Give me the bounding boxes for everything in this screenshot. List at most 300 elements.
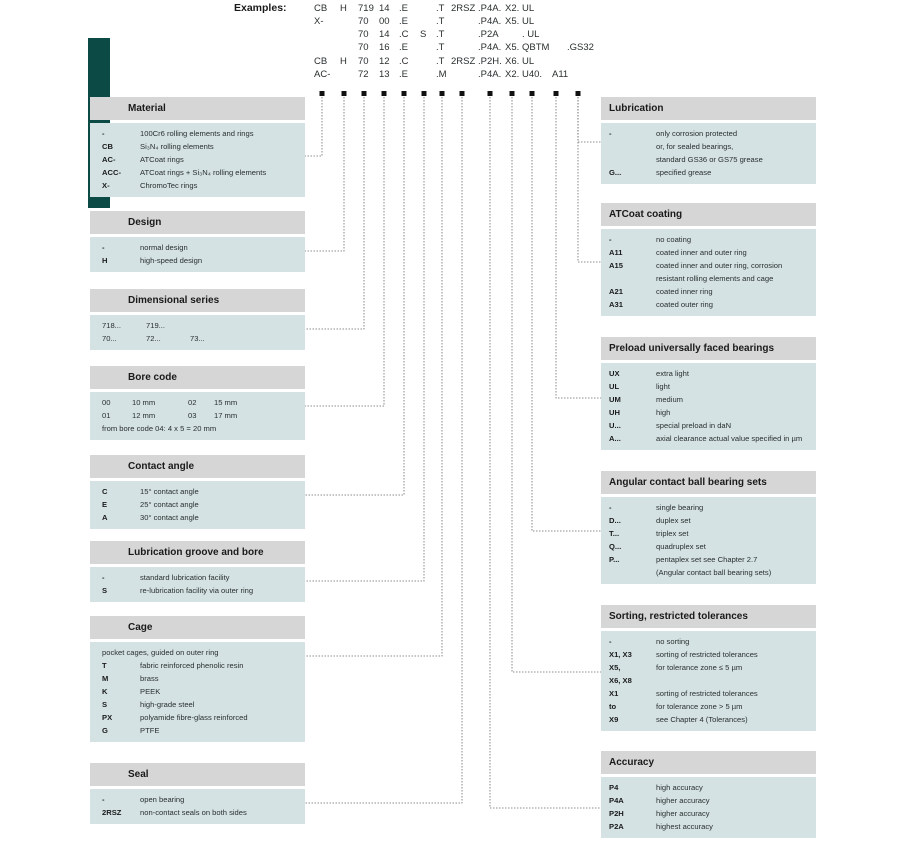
- description-cell: coated inner and outer ring, corrosion: [656, 261, 783, 270]
- example-token: .T: [436, 29, 445, 40]
- code-cell: S: [102, 586, 108, 595]
- description-cell: high-grade steel: [140, 700, 195, 709]
- example-token: A11: [552, 69, 569, 80]
- description-cell: 15° contact angle: [140, 487, 199, 496]
- description-cell: special preload in daN: [656, 421, 732, 430]
- material-panel: [90, 97, 305, 197]
- code-cell: UH: [609, 408, 620, 417]
- list-item: [90, 179, 305, 192]
- example-token: 2RSZ: [451, 56, 476, 67]
- list-item: [601, 820, 816, 833]
- list-item: [601, 713, 816, 726]
- position-marker: [342, 91, 347, 96]
- example-token: .T: [436, 42, 445, 53]
- description-cell: see Chapter 4 (Tolerances): [656, 715, 748, 724]
- description-cell: coated inner ring: [656, 287, 713, 296]
- example-token: .T: [436, 16, 445, 27]
- list-item: [601, 635, 816, 648]
- accuracy-panel: [601, 751, 816, 838]
- list-item: [601, 432, 816, 445]
- code-cell: A11: [609, 248, 623, 257]
- example-token: .P4A.: [478, 3, 502, 14]
- list-item: [90, 698, 305, 711]
- list-item: [90, 166, 305, 179]
- description-cell: polyamide fibre-glass reinforced: [140, 713, 248, 722]
- atcoat-coating-title: ATCoat coating: [601, 203, 816, 226]
- list-item: [601, 246, 816, 259]
- material-title: Material: [90, 97, 305, 120]
- example-token: 12: [379, 56, 390, 67]
- code-cell: X-: [102, 181, 110, 190]
- list-item: [601, 127, 816, 140]
- design-panel: [90, 211, 305, 272]
- description-cell: non-contact seals on both sides: [140, 808, 247, 817]
- list-item: [601, 393, 816, 406]
- connector-left-3: [305, 97, 384, 406]
- connector-right-0: [578, 97, 601, 142]
- position-marker: [320, 91, 325, 96]
- list-item: [601, 553, 816, 566]
- list-item: [601, 380, 816, 393]
- list-item: [90, 498, 305, 511]
- seal-body: [90, 789, 305, 824]
- code-cell: T...: [609, 529, 620, 538]
- position-marker: [554, 91, 559, 96]
- example-token: .P4A.: [478, 16, 502, 27]
- list-item: [601, 298, 816, 311]
- list-item: [601, 540, 816, 553]
- code-cell: G...: [609, 168, 622, 177]
- code-cell: X5,: [609, 663, 621, 672]
- list-item: [601, 527, 816, 540]
- description-cell: standard lubrication facility: [140, 573, 230, 582]
- description-cell: light: [656, 382, 670, 391]
- list-item: [601, 661, 816, 674]
- lubrication-groove-and-bore-body: [90, 567, 305, 602]
- description-cell: for tolerance zone ≤ 5 µm: [656, 663, 743, 672]
- dimensional-series-body: [90, 315, 305, 350]
- description-cell: medium: [656, 395, 684, 404]
- angular-contact-ball-bearing-sets-body: [601, 497, 816, 584]
- list-item: [90, 127, 305, 140]
- code-cell: A: [102, 513, 108, 522]
- code-cell: [609, 153, 656, 166]
- bore-code-body: [90, 392, 305, 440]
- description-cell: axial clearance actual value specified in µm: [656, 434, 803, 443]
- dimensional-series-title: Dimensional series: [90, 289, 305, 312]
- example-token: UL: [522, 3, 535, 14]
- position-marker: [402, 91, 407, 96]
- code-cell: D...: [609, 516, 621, 525]
- description-cell: only corrosion protected: [656, 129, 738, 138]
- atcoat-coating-panel: [601, 203, 816, 316]
- list-item: [601, 674, 816, 687]
- description-cell: 15 mm: [214, 398, 238, 407]
- description-cell: 01: [102, 411, 111, 420]
- code-cell: E: [102, 500, 108, 509]
- example-token: UL: [522, 16, 535, 27]
- description-cell: or, for sealed bearings,: [656, 142, 734, 151]
- code-cell: P2H: [609, 809, 624, 818]
- example-token: X6.: [505, 56, 520, 67]
- description-cell: brass: [140, 674, 159, 683]
- description-cell: ChromoTec rings: [140, 181, 198, 190]
- position-marker: [422, 91, 427, 96]
- connector-left-6: [305, 97, 442, 656]
- connector-left-1: [305, 97, 344, 251]
- list-item: [601, 140, 816, 153]
- connector-left-0: [305, 97, 322, 156]
- preload-universally-faced-bearings-panel: [601, 337, 816, 450]
- code-cell: S: [102, 700, 108, 709]
- example-token: .M: [436, 69, 447, 80]
- description-cell: ATCoat rings + Si₃N₄ rolling elements: [140, 168, 267, 177]
- design-body: [90, 237, 305, 272]
- list-item: [601, 233, 816, 246]
- contact-angle-panel: [90, 455, 305, 529]
- code-cell: H: [102, 256, 108, 265]
- sorting-restricted-tolerances-body: [601, 631, 816, 731]
- code-cell: P4: [609, 783, 619, 792]
- code-cell: C: [102, 487, 108, 496]
- code-cell: CB: [102, 142, 113, 151]
- list-item: [601, 501, 816, 514]
- position-marker: [488, 91, 493, 96]
- description-cell: 718...: [102, 321, 121, 330]
- design-title: Design: [90, 211, 305, 234]
- example-token: 16: [379, 42, 390, 53]
- list-item: [90, 409, 305, 422]
- lubrication-title: Lubrication: [601, 97, 816, 120]
- connector-left-4: [305, 97, 404, 495]
- example-token: .C: [399, 56, 409, 67]
- code-cell: X6, X8: [609, 676, 632, 685]
- list-item: [90, 806, 305, 819]
- description-cell: higher accuracy: [656, 809, 710, 818]
- preload-universally-faced-bearings-title: Preload universally faced bearings: [601, 337, 816, 360]
- description-cell: quadruplex set: [656, 542, 706, 551]
- position-marker: [510, 91, 515, 96]
- list-item: [90, 319, 305, 332]
- list-item: [601, 807, 816, 820]
- example-token: .P2H.: [478, 56, 502, 67]
- example-token: 14: [379, 3, 390, 14]
- description-cell: triplex set: [656, 529, 689, 538]
- example-token: 70: [358, 16, 369, 27]
- example-token: CB: [314, 3, 328, 14]
- description-cell: standard GS36 or GS75 grease: [656, 155, 763, 164]
- example-token: H: [340, 56, 347, 67]
- description-cell: high-speed design: [140, 256, 203, 265]
- description-cell: 02: [188, 398, 197, 407]
- accuracy-title: Accuracy: [601, 751, 816, 774]
- code-cell: -: [102, 243, 105, 252]
- description-cell: no sorting: [656, 637, 690, 646]
- list-item: [90, 793, 305, 806]
- example-token: .E: [399, 42, 408, 53]
- example-token: 14: [379, 29, 390, 40]
- position-marker: [440, 91, 445, 96]
- code-cell: G: [102, 726, 108, 735]
- list-item: [90, 153, 305, 166]
- connector-left-7: [305, 97, 462, 803]
- example-token: 70: [358, 42, 369, 53]
- contact-angle-title: Contact angle: [90, 455, 305, 478]
- list-item: [90, 724, 305, 737]
- code-cell: U...: [609, 421, 621, 430]
- bore-code-title: Bore code: [90, 366, 305, 389]
- connector-left-2: [305, 97, 364, 329]
- position-marker: [460, 91, 465, 96]
- list-item: [90, 396, 305, 409]
- description-cell: 17 mm: [214, 411, 238, 420]
- code-cell: K: [102, 687, 108, 696]
- examples-label: Examples:: [234, 2, 287, 14]
- code-cell: UL: [609, 382, 620, 391]
- connector-right-4: [512, 97, 601, 672]
- list-item: [601, 367, 816, 380]
- code-cell: X1, X3: [609, 650, 632, 659]
- example-token: UL: [522, 56, 535, 67]
- code-cell: ACC-: [102, 168, 121, 177]
- list-item: [90, 711, 305, 724]
- code-cell: P...: [609, 555, 620, 564]
- seal-title: Seal: [90, 763, 305, 786]
- example-token: S: [420, 29, 427, 40]
- position-marker: [382, 91, 387, 96]
- sorting-restricted-tolerances-panel: [601, 605, 816, 731]
- list-item: [601, 406, 816, 419]
- example-token: X2.: [505, 3, 520, 14]
- example-token: .P2A: [478, 29, 499, 40]
- list-item: [90, 511, 305, 524]
- contact-angle-body: [90, 481, 305, 529]
- list-item: [601, 153, 816, 166]
- example-token: .C: [399, 29, 409, 40]
- description-cell: 70...: [102, 334, 117, 343]
- angular-contact-ball-bearing-sets-title: Angular contact ball bearing sets: [601, 471, 816, 494]
- list-item: [601, 648, 816, 661]
- code-cell: -: [609, 235, 612, 244]
- example-token: X2.: [505, 69, 520, 80]
- code-cell: -: [102, 795, 105, 804]
- atcoat-coating-body: [601, 229, 816, 316]
- description-cell: ATCoat rings: [140, 155, 184, 164]
- description-cell: pentaplex set see Chapter 2.7: [656, 555, 758, 564]
- example-token: 719: [358, 3, 374, 14]
- description-cell: sorting of restricted tolerances: [656, 689, 758, 698]
- code-cell: -: [102, 573, 105, 582]
- example-token: . UL: [522, 29, 540, 40]
- code-cell: -: [609, 637, 612, 646]
- lubrication-panel: [601, 97, 816, 184]
- code-cell: PX: [102, 713, 113, 722]
- description-cell: 719...: [146, 321, 165, 330]
- description-cell: extra light: [656, 369, 689, 378]
- code-cell: A31: [609, 300, 623, 309]
- material-body: [90, 123, 305, 197]
- code-cell: A...: [609, 434, 621, 443]
- example-token: 13: [379, 69, 390, 80]
- description-cell: no coating: [656, 235, 692, 244]
- description-cell: PEEK: [140, 687, 161, 696]
- description-cell: 72...: [146, 334, 161, 343]
- code-cell: P2A: [609, 822, 624, 831]
- description-cell: coated inner and outer ring: [656, 248, 747, 257]
- code-cell: [609, 566, 656, 579]
- code-cell: A21: [609, 287, 623, 296]
- cage-title: Cage: [90, 616, 305, 639]
- example-token: .T: [436, 56, 445, 67]
- example-token: U40.: [522, 69, 543, 80]
- list-item: [90, 646, 305, 659]
- seal-panel: [90, 763, 305, 824]
- example-token: X5.: [505, 16, 520, 27]
- list-item: [601, 259, 816, 272]
- description-cell: PTFE: [140, 726, 160, 735]
- description-cell: specified grease: [656, 168, 712, 177]
- list-item: [90, 140, 305, 153]
- lubrication-groove-and-bore-title: Lubrication groove and bore: [90, 541, 305, 564]
- code-cell: [609, 140, 656, 153]
- connector-left-5: [305, 97, 424, 581]
- code-cell: -: [102, 129, 105, 138]
- description-cell: 30° contact angle: [140, 513, 199, 522]
- code-cell: to: [609, 702, 617, 711]
- dimensional-series-panel: [90, 289, 305, 350]
- code-cell: X9: [609, 715, 619, 724]
- description-cell: resistant rolling elements and cage: [656, 274, 774, 283]
- example-token: 2RSZ: [451, 3, 476, 14]
- code-cell: T: [102, 661, 107, 670]
- code-cell: UM: [609, 395, 621, 404]
- example-token: H: [340, 3, 347, 14]
- list-item: [601, 700, 816, 713]
- example-token: .P4A.: [478, 69, 502, 80]
- code-cell: M: [102, 674, 109, 683]
- position-marker: [576, 91, 581, 96]
- list-item: [90, 571, 305, 584]
- code-cell: Q...: [609, 542, 622, 551]
- description-cell: normal design: [140, 243, 188, 252]
- list-item: [90, 422, 305, 435]
- list-item: [601, 272, 816, 285]
- description-cell: highest accuracy: [656, 822, 713, 831]
- description-cell: 100Cr6 rolling elements and rings: [140, 129, 254, 138]
- list-item: [90, 685, 305, 698]
- list-item: [601, 166, 816, 179]
- list-item: [601, 514, 816, 527]
- example-token: .E: [399, 3, 408, 14]
- code-cell: X1: [609, 689, 619, 698]
- list-item: [601, 566, 816, 579]
- description-cell: 03: [188, 411, 197, 420]
- description-cell: (Angular contact ball bearing sets): [656, 568, 772, 577]
- list-item: [90, 254, 305, 267]
- list-item: [601, 687, 816, 700]
- description-cell: sorting of restricted tolerances: [656, 650, 758, 659]
- connector-right-1: [578, 97, 601, 262]
- description-cell: for tolerance zone > 5 µm: [656, 702, 743, 711]
- description-cell: 00: [102, 398, 111, 407]
- angular-contact-ball-bearing-sets-panel: [601, 471, 816, 584]
- code-cell: UX: [609, 369, 620, 378]
- list-item: [601, 781, 816, 794]
- code-cell: [609, 272, 656, 285]
- accuracy-body: [601, 777, 816, 838]
- description-cell: single bearing: [656, 503, 704, 512]
- description-cell: pocket cages, guided on outer ring: [102, 648, 219, 657]
- description-cell: 10 mm: [132, 398, 156, 407]
- list-item: [601, 419, 816, 432]
- example-token: 72: [358, 69, 369, 80]
- position-marker: [530, 91, 535, 96]
- description-cell: coated outer ring: [656, 300, 713, 309]
- example-token: AC-: [314, 69, 331, 80]
- description-cell: high: [656, 408, 671, 417]
- example-token: 70: [358, 29, 369, 40]
- description-cell: fabric reinforced phenolic resin: [140, 661, 244, 670]
- example-token: CB: [314, 56, 328, 67]
- example-token: QBTM: [522, 42, 550, 53]
- example-token: 70: [358, 56, 369, 67]
- description-cell: duplex set: [656, 516, 691, 525]
- list-item: [90, 241, 305, 254]
- code-cell: -: [609, 503, 612, 512]
- connector-right-3: [532, 97, 601, 531]
- lubrication-body: [601, 123, 816, 184]
- bore-code-panel: [90, 366, 305, 440]
- code-cell: 2RSZ: [102, 808, 122, 817]
- example-token: .T: [436, 3, 445, 14]
- code-cell: -: [609, 129, 612, 138]
- description-cell: re-lubrication facility via outer ring: [140, 586, 254, 595]
- description-cell: Si₃N₄ rolling elements: [140, 142, 214, 151]
- preload-universally-faced-bearings-body: [601, 363, 816, 450]
- example-token: .P4A.: [478, 42, 502, 53]
- example-token: .GS32: [567, 42, 594, 53]
- example-token: 00: [379, 16, 390, 27]
- description-cell: 25° contact angle: [140, 500, 199, 509]
- code-cell: AC-: [102, 155, 116, 164]
- position-marker: [362, 91, 367, 96]
- list-item: [90, 584, 305, 597]
- description-cell: high accuracy: [656, 783, 703, 792]
- sorting-restricted-tolerances-title: Sorting, restricted tolerances: [601, 605, 816, 628]
- lubrication-groove-and-bore-panel: [90, 541, 305, 602]
- description-cell: 12 mm: [132, 411, 156, 420]
- example-token: .E: [399, 69, 408, 80]
- description-cell: higher accuracy: [656, 796, 710, 805]
- list-item: [90, 672, 305, 685]
- description-cell: from bore code 04: 4 x 5 = 20 mm: [102, 424, 217, 433]
- code-cell: P4A: [609, 796, 624, 805]
- cage-body: [90, 642, 305, 742]
- list-item: [90, 485, 305, 498]
- list-item: [90, 659, 305, 672]
- example-token: .E: [399, 16, 408, 27]
- cage-panel: [90, 616, 305, 742]
- list-item: [601, 794, 816, 807]
- list-item: [601, 285, 816, 298]
- code-cell: A15: [609, 261, 623, 270]
- example-token: X-: [314, 16, 324, 27]
- description-cell: 73...: [190, 334, 205, 343]
- example-token: X5.: [505, 42, 520, 53]
- description-cell: open bearing: [140, 795, 185, 804]
- connector-right-5: [490, 97, 601, 808]
- list-item: [90, 332, 305, 345]
